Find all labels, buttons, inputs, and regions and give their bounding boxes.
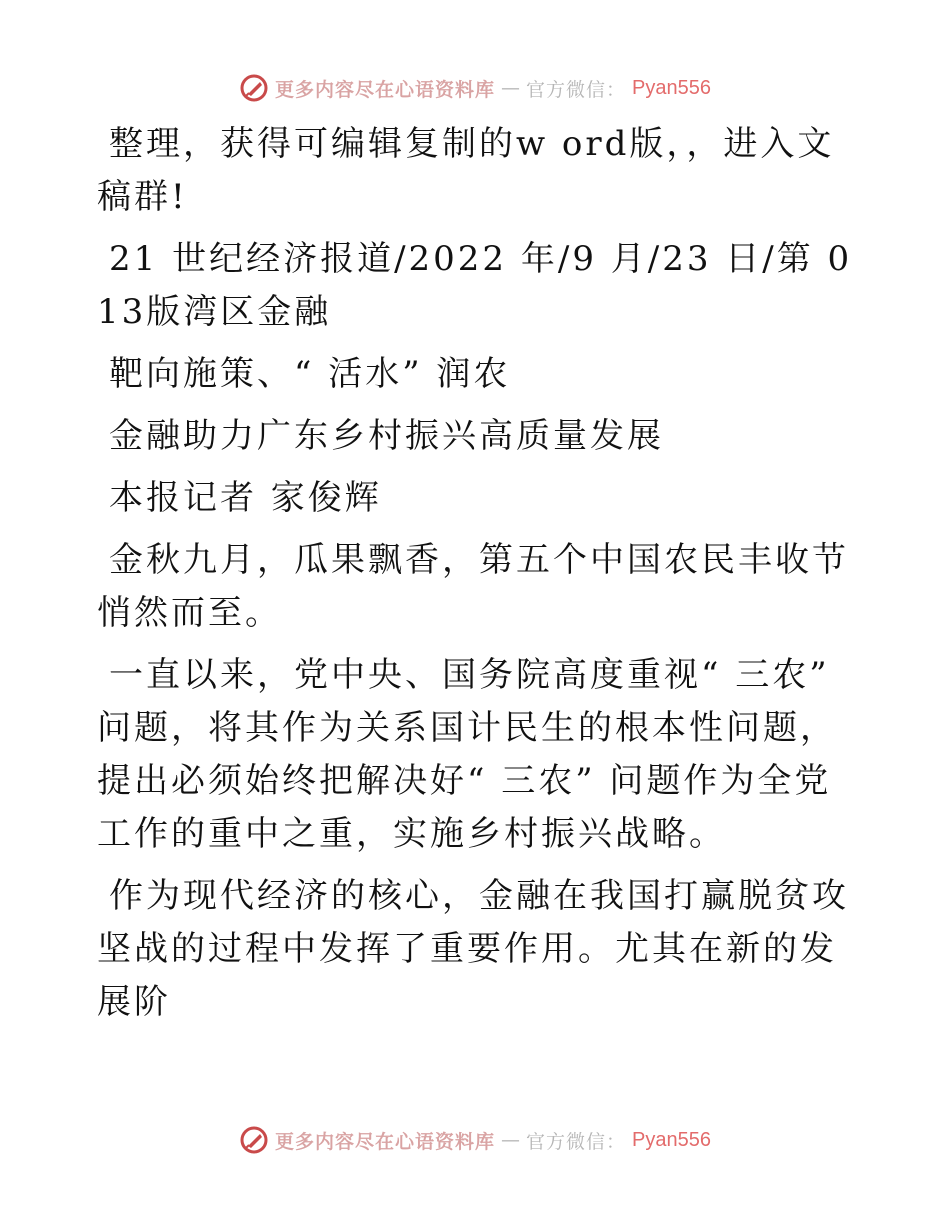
watermark-label: 官方微信： (526, 78, 627, 101)
quill-logo-icon (239, 1125, 269, 1155)
watermark-site-text: 更多内容尽在心语资料库 (275, 78, 496, 101)
watermark-separator: — (501, 1129, 521, 1151)
article-subheadline: 金融助力广东乡村振兴高质量发展 (109, 416, 664, 456)
paragraph-source: 21 世纪经济报道/2022 年/9 月/23 日/第 013版湾区金融 (97, 239, 853, 332)
paragraph-body-3: 作为现代经济的核心，金融在我国打赢脱贫攻坚战的过程中发挥了重要作用。尤其在新的发展阶 (97, 876, 849, 1022)
quill-logo-icon (239, 73, 269, 103)
document-body (97, 118, 857, 1038)
paragraph-body-1: 金秋九月，瓜果飘香，第五个中国农民丰收节悄然而至。 (97, 540, 849, 633)
footer-watermark (0, 1120, 950, 1160)
watermark-label: 官方微信： (526, 1130, 627, 1153)
watermark-site-text: 更多内容尽在心语资料库 (275, 1130, 496, 1153)
watermark-id: Pyan556 (632, 1128, 711, 1151)
watermark-separator: — (501, 77, 521, 99)
paragraph-body-2: 一直以来，党中央、国务院高度重视“ 三农” 问题，将其作为关系国计民生的根本性问题，提出必须始终把解决好“ 三农” 问题作为全党工作的重中之重，实施乡村振兴战略。 (97, 655, 837, 854)
header-watermark (0, 68, 950, 108)
watermark-id: Pyan556 (632, 76, 711, 99)
paragraph-intro: 整理，获得可编辑复制的w ord版，，进入文稿群! (97, 124, 835, 217)
article-byline: 本报记者 家俊辉 (109, 478, 382, 518)
article-headline: 靶向施策、“ 活水” 润农 (109, 354, 511, 394)
